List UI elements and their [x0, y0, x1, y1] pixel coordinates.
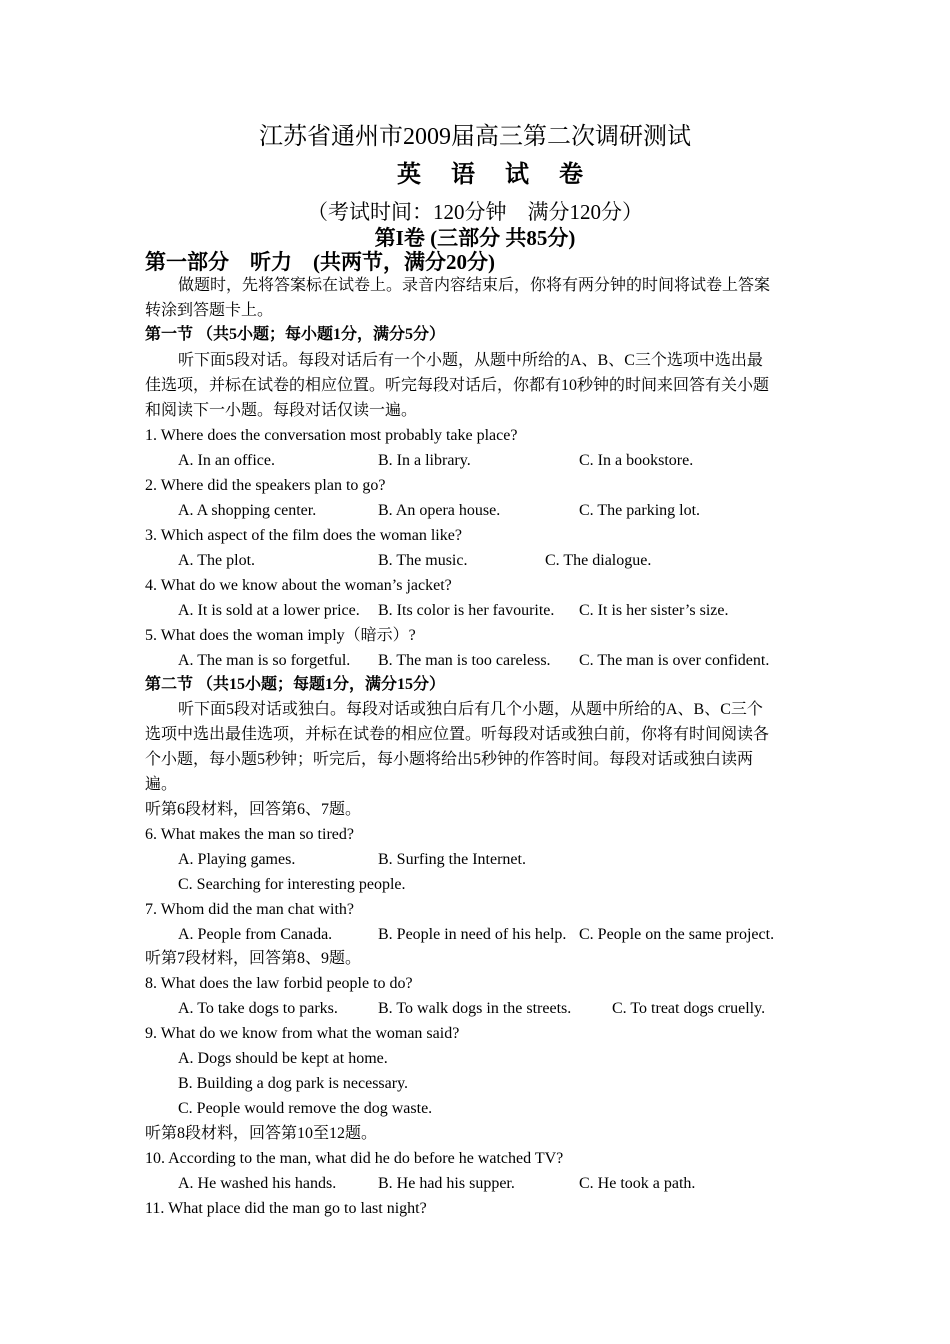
question-text: 3. Which aspect of the film does the woman like?	[145, 527, 462, 544]
option-b: B. He had his supper.	[378, 1175, 515, 1192]
option-b: B. Surfing the Internet.	[378, 851, 526, 868]
option-b: B. The man is too careless.	[378, 652, 551, 669]
option-a: A. He washed his hands.	[178, 1175, 337, 1192]
question-text: 10. According to the man, what did he do before he watched TV?	[145, 1150, 564, 1167]
section2-instructions: 选项中选出最佳选项，并标在试卷的相应位置。听每段对话或独白前，你将有时间阅读各	[145, 726, 770, 743]
question-text: 11. What place did the man go to last night?	[145, 1200, 427, 1217]
option-b: B. Its color is her favourite.	[378, 602, 555, 619]
option-b: B. In a library.	[378, 452, 471, 469]
option-b: B. The music.	[378, 552, 468, 569]
material-heading: 听第7段材料，回答第8、9题。	[145, 950, 362, 967]
section1-instructions: 和阅读下一小题。每段对话仅读一遍。	[145, 402, 418, 419]
option-c: C. People would remove the dog waste.	[178, 1100, 433, 1117]
option-c: C. The dialogue.	[545, 552, 652, 569]
option-c: C. In a bookstore.	[579, 452, 694, 469]
section1-instructions: 听下面5段对话。每段对话后有一个小题，从题中所给的A、B、C三个选项中选出最	[178, 352, 763, 369]
option-a: A. The man is so forgetful.	[178, 652, 351, 669]
exam-title: 江苏省通州市2009届高三第二次调研测试	[259, 124, 691, 150]
option-c: C. The parking lot.	[579, 502, 701, 519]
option-a: A. To take dogs to parks.	[178, 1000, 338, 1017]
material-heading: 听第8段材料，回答第10至12题。	[145, 1125, 378, 1142]
exam-time: （考试时间：120分钟 满分120分）	[307, 200, 643, 224]
question-text: 5. What does the woman imply（暗示）?	[145, 627, 416, 644]
option-a: A. A shopping center.	[178, 502, 317, 519]
option-a: A. Dogs should be kept at home.	[178, 1050, 388, 1067]
option-a: A. It is sold at a lower price.	[178, 602, 360, 619]
section2-instructions: 听下面5段对话或独白。每段对话或独白后有几个小题，从题中所给的A、B、C三个	[178, 701, 763, 718]
section2-instructions: 遍。	[145, 776, 178, 793]
option-c: C. The man is over confident.	[579, 652, 770, 669]
option-c: C. To treat dogs cruelly.	[612, 1000, 766, 1017]
question-text: 8. What does the law forbid people to do?	[145, 975, 413, 992]
material-heading: 听第6段材料，回答第6、7题。	[145, 801, 362, 818]
question-text: 4. What do we know about the woman’s jacket?	[145, 577, 452, 594]
option-b: B. To walk dogs in the streets.	[378, 1000, 572, 1017]
option-b: B. Building a dog park is necessary.	[178, 1075, 409, 1092]
option-b: B. An opera house.	[378, 502, 501, 519]
section2-heading: 第二节 （共15小题；每题1分，满分15分）	[145, 676, 446, 693]
option-a: A. The plot.	[178, 552, 256, 569]
volume-heading: 第I卷 (三部分 共85分)	[374, 226, 576, 250]
question-text: 2. Where did the speakers plan to go?	[145, 477, 386, 494]
option-a: A. Playing games.	[178, 851, 296, 868]
option-c: C. Searching for interesting people.	[178, 876, 406, 893]
option-c: C. People on the same project.	[579, 926, 775, 943]
exam-subtitle: 英语试卷	[397, 162, 613, 188]
option-a: A. People from Canada.	[178, 926, 333, 943]
part1-heading: 第一部分 听力 (共两节，满分20分)	[145, 250, 495, 274]
option-b: B. People in need of his help.	[378, 926, 567, 943]
section2-instructions: 个小题，每小题5秒钟；听完后，每小题将给出5秒钟的作答时间。每段对话或独白读两	[145, 751, 754, 768]
question-text: 6. What makes the man so tired?	[145, 826, 354, 843]
option-a: A. In an office.	[178, 452, 275, 469]
option-c: C. It is her sister’s size.	[579, 602, 729, 619]
part1-intro: 转涂到答题卡上。	[145, 302, 274, 319]
question-text: 9. What do we know from what the woman said?	[145, 1025, 460, 1042]
part1-intro: 做题时，先将答案标在试卷上。录音内容结束后，你将有两分钟的时间将试卷上答案	[178, 277, 771, 294]
section1-heading: 第一节 （共5小题；每小题1分，满分5分）	[145, 326, 446, 343]
question-text: 7. Whom did the man chat with?	[145, 901, 354, 918]
question-text: 1. Where does the conversation most probably take place?	[145, 427, 518, 444]
section1-instructions: 佳选项，并标在试卷的相应位置。听完每段对话后，你都有10秒钟的时间来回答有关小题	[145, 377, 770, 394]
option-c: C. He took a path.	[579, 1175, 696, 1192]
